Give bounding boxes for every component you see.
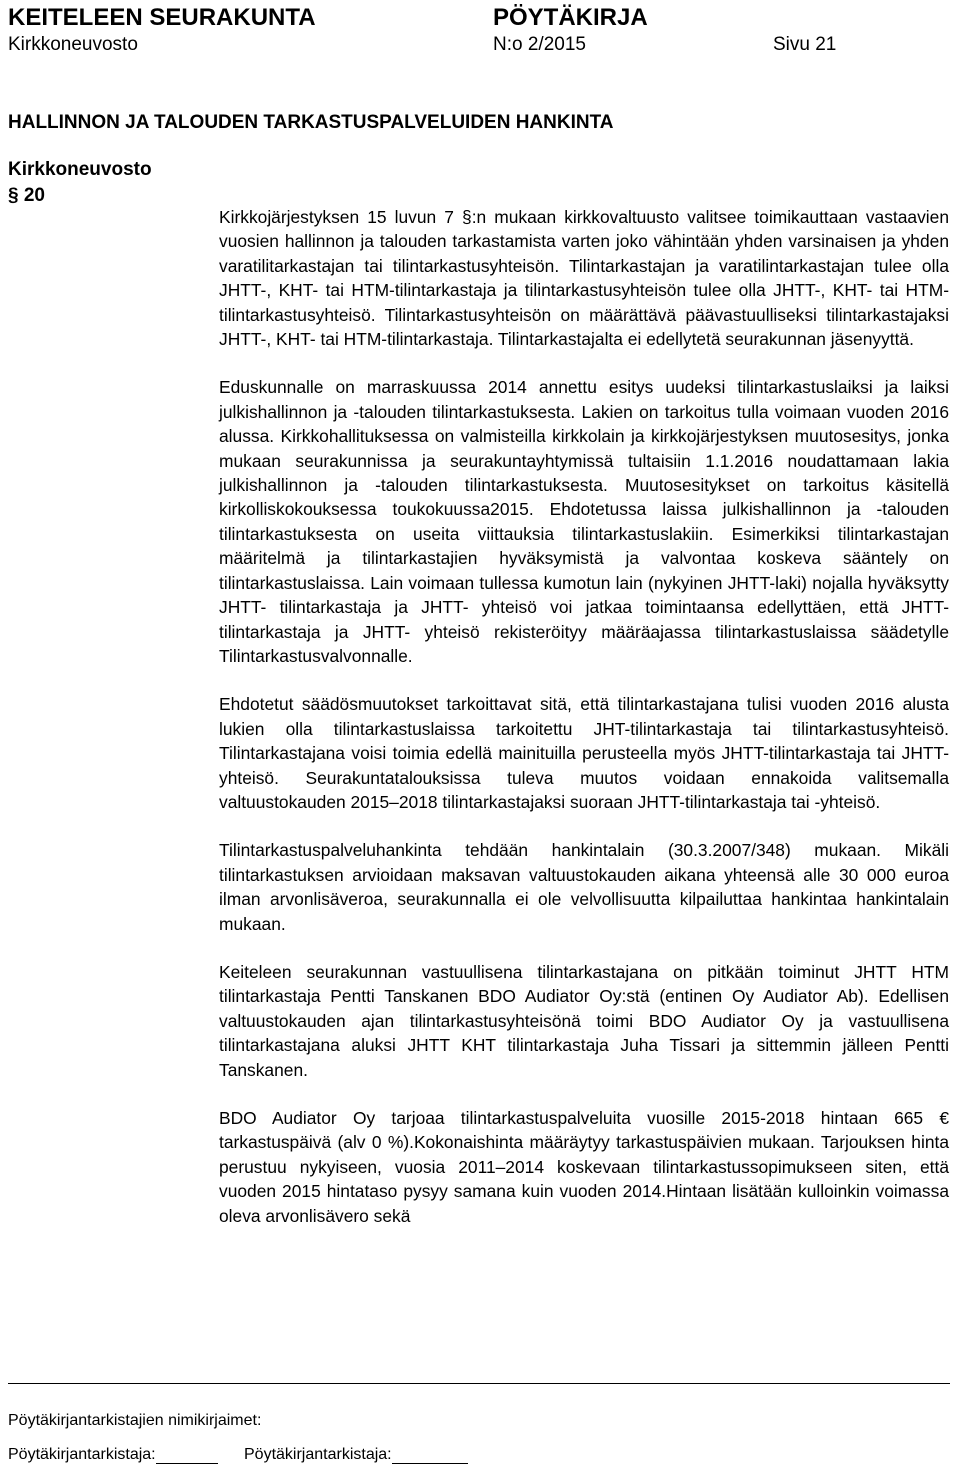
paragraph: Keiteleen seurakunnan vastuullisena tilintarkastajana on pitkään toiminut JHTT HTM tilintarkastaja Pentti Tanskanen BDO Audiator Oy:stä (entinen Oy Audiator Ab). Edellisen valtuustokauden ajan tilintarkastusyhteisönä toimi BDO Audiator Oy ja vastuullisena tilintarkastajana aluksi JHTT KHT tilintarkastaja Juha Tissari ja sittemmin jälleen Pentti Tanskanen.: [219, 961, 949, 1080]
section-title: HALLINNON JA TALOUDEN TARKASTUSPALVELUIDEN HANKINTA: [8, 112, 614, 133]
checker-signature-2: [244, 1446, 468, 1464]
meeting-body: Kirkkoneuvosto: [8, 34, 138, 55]
document-header: [8, 4, 856, 34]
paragraph-number: § 20: [8, 185, 45, 206]
checker-label-1: Pöytäkirjantarkistaja:: [8, 1446, 156, 1463]
document-subheader: [8, 34, 856, 60]
paragraph: Ehdotetut säädösmuutokset tarkoittavat sitä, että tilintarkastajana tulisi vuoden 2016 alusta lukien olla tilintarkastuslaissa tarkoitettu JHT-tilintarkastaja tai tilintarkastusyhteisö. Tilintarkastajana voisi toimia edellä mainituilla perusteella myös JHTT-tilintarkastaja tai JHTT-yhteisö. Seurakuntatalouksissa tuleva muutos voidaan ennakoida valitsemalla valtuustokauden 2015–2018 tilintarkastajaksi suoraan JHTT-tilintarkastaja tai -yhteisö.: [219, 694, 949, 812]
paragraph: Kirkkojärjestyksen 15 luvun 7 §:n mukaan kirkkovaltuusto valitsee toimikauttaan vastaavien vuosien hallinnon ja talouden tarkastamista varten joko vähintään yhden varsinaisen ja yhden varatilitarkastajan tai tilintarkastusyhteisön. Tilintarkastajan ja varatilintarkastajan tulee olla JHTT-, KHT- tai HTM-tilintarkastaja ja tilintarkastusyhteisön tulee olla JHTT-, KHT- tai HTM- tilintarkastusyhteisö. Tilintarkastusyhteisön on määrättävä päävastuulliseksi tilintarkastajaksi JHTT-, KHT- tai HTM-tilintarkastaja. Tilintarkastajalta ei edellytetä seurakunnan jäsenyyttä.: [219, 207, 949, 350]
footer-divider: [8, 1383, 950, 1384]
page-number: Sivu 21: [773, 34, 837, 55]
initials-label: Pöytäkirjantarkistajien nimikirjaimet:: [8, 1412, 262, 1429]
organization-name: KEITELEEN SEURAKUNTA: [8, 4, 316, 31]
checker-signature-1: [8, 1446, 218, 1464]
section-body-name: Kirkkoneuvosto: [8, 159, 152, 180]
minutes-content: [219, 205, 949, 1252]
checker-label-2: Pöytäkirjantarkistaja:: [244, 1446, 392, 1463]
document-type: PÖYTÄKIRJA: [493, 4, 648, 31]
paragraph: BDO Audiator Oy tarjoaa tilintarkastuspalveluita vuosille 2015-2018 hintaan 665 € tarkastuspäivä (alv 0 %).Kokonaishinta määräytyy tarkastuspäivien mukaan. Tarjouksen hinta perustuu nykyiseen, vuosia 2011–2014 koskevaan tilintarkastussopimukseen siten, että vuoden 2015 hintataso pysyy samana kuin vuoden 2014.Hintaan lisätään kulloinkin voimassa oleva arvonlisävero sekä: [219, 1108, 949, 1226]
signature-line-2: [392, 1447, 468, 1464]
paragraph: Tilintarkastuspalveluhankinta tehdään hankintalain (30.3.2007/348) mukaan. Mikäli tilintarkastuksen arvioidaan maksavan valtuustokauden aikana yhteensä alle 30 000 euroa ilman arvonlisäveroa, seurakunnalla ei ole velvollisuutta kilpailuttaa hankintaa hankintalain mukaan.: [219, 840, 949, 934]
paragraph: Eduskunnalle on marraskuussa 2014 annettu esitys uudeksi tilintarkastuslaiksi ja laiksi julkishallinnon ja -talouden tilintarkastuksesta. Lakien on tarkoitus tulla voimaan vuoden 2016 alussa. Kirkkohallituksessa on valmisteilla kirkkolain ja kirkkojärjestyksen muutosesitys, jonka mukaan seurakunnissa ja seurakuntayhtymissä tultaisiin 1.1.2016 noudattamaan lakia julkishallinnon ja -talouden tilintarkastuksesta. Muutosesitykset on tarkoitus käsitellä kirkolliskokouksessa toukokuussa2015. Ehdotetussa laissa julkishallinnon ja -talouden tilintarkastuksesta on useita viittauksia tilintarkastuslakiin. Esimerkiksi tilintarkastajan määritelmä ja tilintarkastajien hyväksymistä ja valvontaa koskeva sääntely on tilintarkastuslaissa. Lain voimaan tullessa kumotun lain (nykyinen JHTT-laki) nojalla hyväksytty JHTT- tilintarkastaja ja JHTT- yhteisö voi jatkaa toimintaansa edellyttäen, että JHTT- tilintarkastaja ja JHTT- yhteisö rekisteröityy määräajassa tilintarkastuslaissa säädetylle Tilintarkastusvalvonnalle.: [219, 377, 949, 666]
signature-line-1: [156, 1447, 218, 1464]
document-number: N:o 2/2015: [493, 34, 586, 55]
